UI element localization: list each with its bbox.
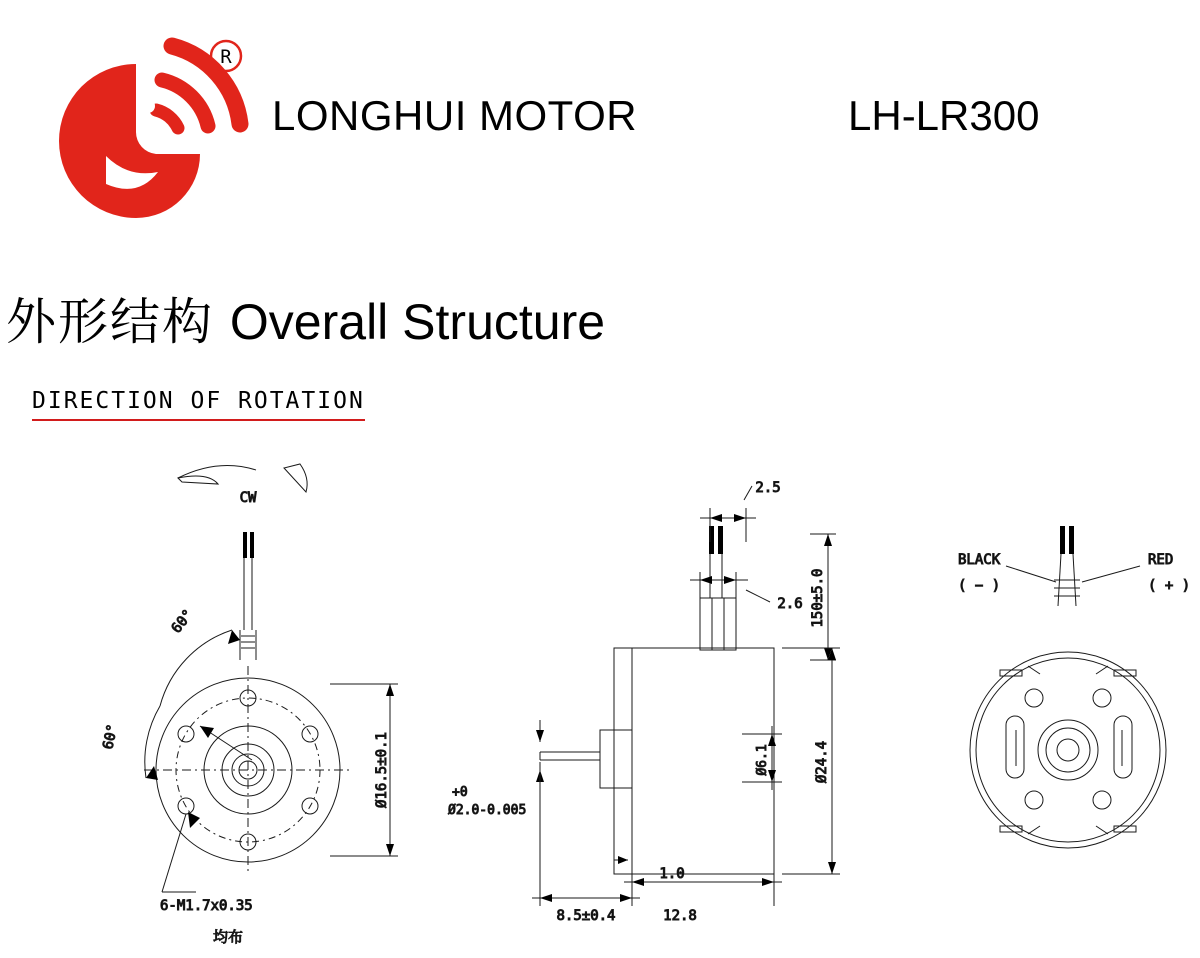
rotation-direction-label: DIRECTION OF ROTATION — [32, 388, 365, 421]
cw-label: CW — [239, 490, 257, 506]
shaft-diameter-tolerance: +0 — [452, 785, 468, 800]
wire-red-label: RED — [1148, 552, 1174, 568]
terminal-width-dim: 2.6 — [777, 596, 803, 612]
wire-red-polarity: ( + ) — [1148, 578, 1191, 594]
lead-length-dim: 150±5.0 — [810, 568, 826, 628]
shaft-length-dim: 8.5±0.4 — [556, 908, 616, 924]
registered-mark — [211, 41, 241, 71]
longhui-bird-logo — [44, 28, 254, 218]
thread-note: 6-M1.7x0.35 — [160, 898, 253, 914]
body-length-dim: 12.8 — [663, 908, 697, 924]
shaft-diameter-dim: Ø2.0-0.005 — [448, 803, 527, 818]
angle-label-2: 60° — [100, 722, 122, 751]
brand-title: LONGHUI MOTOR — [272, 92, 638, 139]
boss-diameter-dim: Ø6.1 — [755, 744, 770, 776]
boss-length-dim: 1.0 — [659, 866, 685, 882]
angle-label-1: 60° — [168, 606, 197, 637]
model-number: LH-LR300 — [848, 92, 1040, 139]
technical-drawing — [0, 430, 1200, 958]
page-title-en: Overall Structure — [229, 294, 606, 350]
side-view — [448, 480, 840, 924]
lead-pitch-dim: 2.5 — [755, 480, 781, 496]
front-view — [100, 464, 398, 946]
wire-black-label: BLACK — [958, 552, 1001, 568]
wire-black-polarity: ( − ) — [958, 578, 1001, 594]
rear-view — [958, 526, 1190, 848]
page-title-cn: 外形结构 — [6, 293, 214, 351]
thread-note-cn: 均布 — [212, 928, 244, 946]
page-title — [6, 282, 605, 354]
svg-text:R: R — [220, 46, 232, 68]
bolt-circle-dim: Ø16.5±0.1 — [374, 732, 390, 808]
body-diameter-dim: Ø24.4 — [814, 740, 830, 784]
